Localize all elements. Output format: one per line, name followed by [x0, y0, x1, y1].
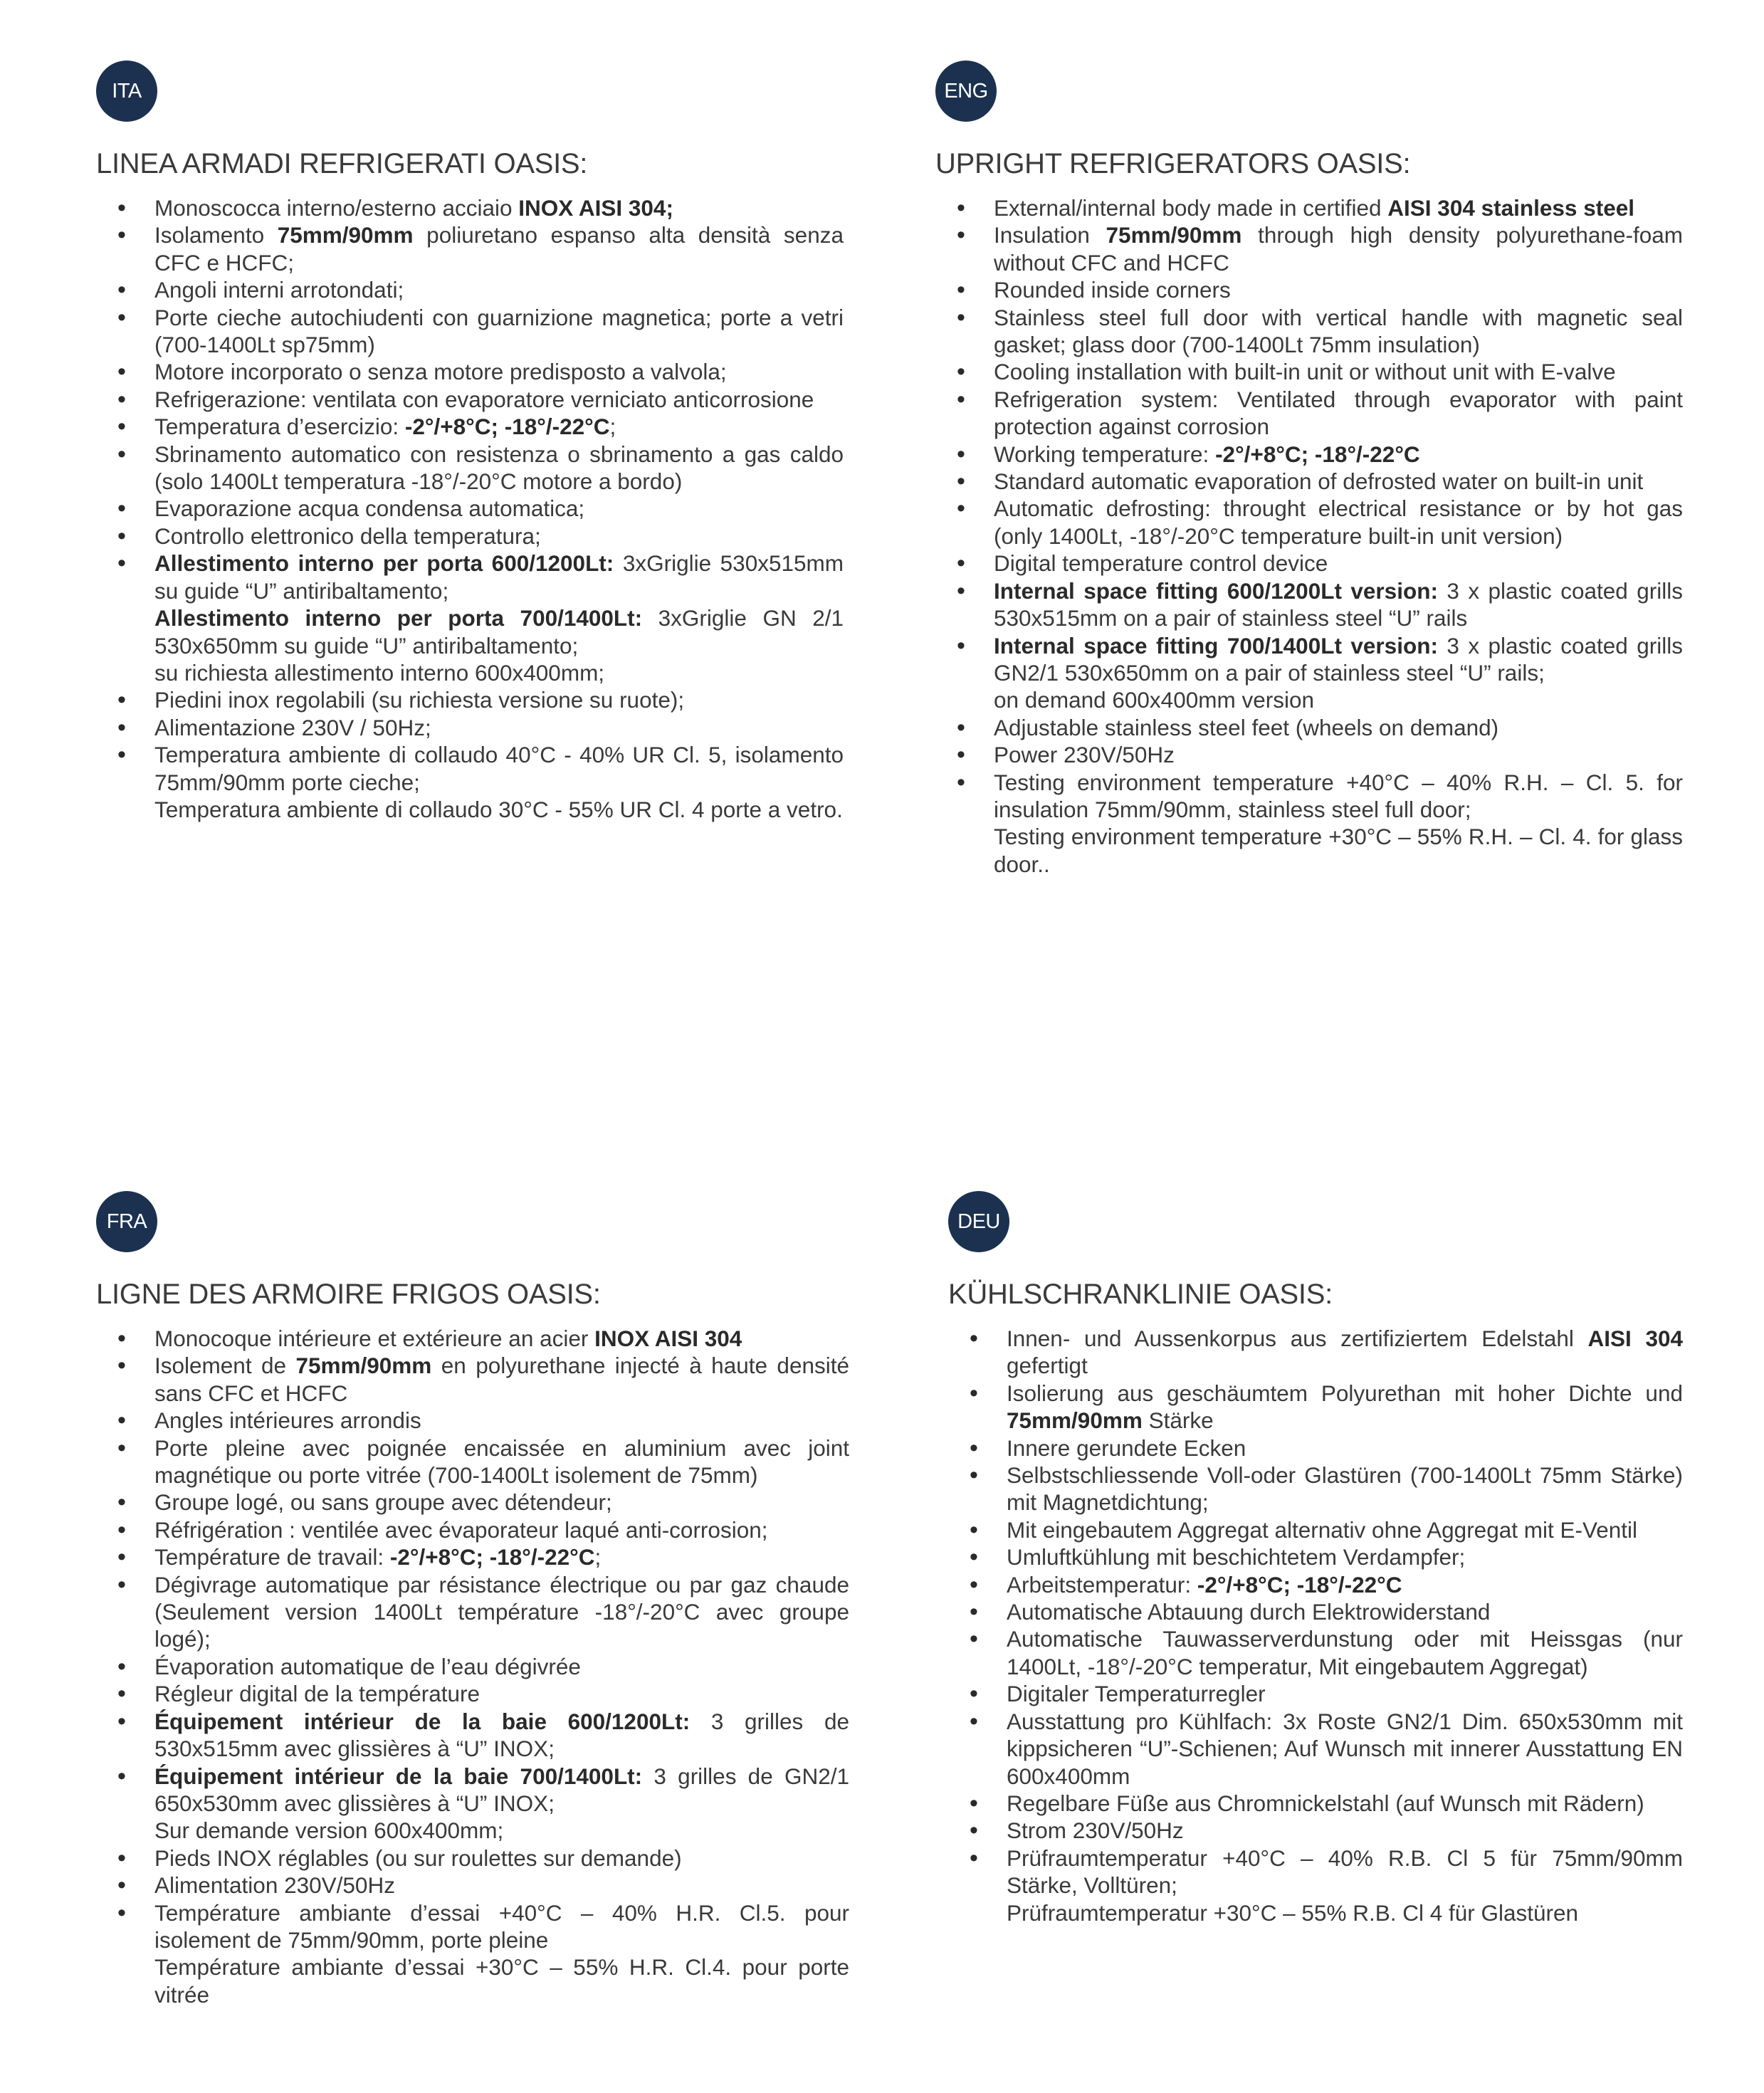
list-item: [935, 741, 1683, 768]
emphasis-text: Allestimento interno per porta 700/1400Lt:: [154, 605, 643, 631]
list-item-text: Testing environment temperature +30°C – 55% R.H. – Cl. 4. for glass door..: [994, 824, 1683, 877]
list-item-text: • Monocoque intérieure et extérieure an acier INOX AISI 304: [154, 1326, 742, 1351]
list-item: [96, 1325, 849, 1352]
list-item-text: • Adjustable stainless steel feet (wheels on demand): [994, 714, 1499, 740]
list-item: [96, 304, 844, 359]
list-item-text: • Automatische Tauwasserverdunstung oder mit Heissgas (nur 1400Lt, -18°/-20°C temperatur, Mit eingebautem Aggregat): [1007, 1626, 1683, 1679]
list-item-text: • Internal space fitting 700/1400Lt version: 3 x plastic coated grills GN2/1 530x650mm on a pair of stainless steel “U” rails;: [994, 632, 1683, 686]
feature-list-deu: [948, 1325, 1683, 1926]
list-item: [935, 495, 1683, 550]
list-item-text: • Automatic defrosting: throught electrical resistance or by hot gas (only 1400Lt, -18°/-20°C temperature built-in unit version): [994, 495, 1683, 549]
list-item-text: • Alimentation 230V/50Hz: [154, 1872, 395, 1899]
list-item-text: • Temperatura ambiente di collaudo 40°C - 40% UR Cl. 5, isolamento 75mm/90mm porte cieche;: [154, 742, 844, 795]
list-item-text: • Angles intérieures arrondis: [154, 1407, 421, 1434]
list-item-text: • Dégivrage automatique par résistance électrique ou par gaz chaude (Seulement version 1400Lt température -18°/-20°C avec groupe logé);: [154, 1571, 849, 1652]
list-item-text: • Isolierung aus geschäumtem Polyurethan mit hoher Dichte und 75mm/90mm Stärke: [1007, 1380, 1683, 1434]
emphasis-text: Internal space fitting 600/1200Lt version:: [994, 577, 1438, 604]
list-item: [96, 550, 844, 686]
list-item-text: • Power 230V/50Hz: [994, 742, 1175, 768]
list-item: [935, 769, 1683, 878]
emphasis-text: Équipement intérieur de la baie 700/1400Lt:: [154, 1763, 643, 1789]
list-item: [948, 1434, 1683, 1462]
list-item: [935, 577, 1683, 632]
emphasis-text: -2°/+8°C; -18°/-22°C: [1197, 1571, 1402, 1598]
list-item: [935, 441, 1683, 468]
list-item: [948, 1598, 1683, 1625]
list-item-text: • Sbrinamento automatico con resistenza o sbrinamento a gas caldo (solo 1400Lt temperatura -18°/-20°C motore a bordo): [154, 441, 844, 495]
list-item-text: • Internal space fitting 600/1200Lt version: 3 x plastic coated grills 530x515mm on a pair of stainless steel “U” rails: [994, 577, 1683, 631]
list-item-text: • Innere gerundete Ecken: [1007, 1434, 1246, 1461]
emphasis-text: 75mm/90mm: [295, 1353, 432, 1379]
list-item: [948, 1790, 1683, 1817]
list-item-text: • External/internal body made in certified AISI 304 stainless steel: [994, 195, 1634, 221]
list-item: [96, 495, 844, 522]
list-item-text: • Umluftkühlung mit beschichtetem Verdampfer;: [1007, 1544, 1466, 1570]
list-item-text: • Motore incorporato o senza motore predisposto a valvola;: [154, 359, 727, 385]
list-item: [935, 194, 1683, 221]
list-item: [935, 632, 1683, 714]
emphasis-text: INOX AISI 304: [594, 1326, 742, 1351]
list-item-text: • Température de travail: -2°/+8°C; -18°/-22°C;: [154, 1544, 602, 1570]
list-item-text: • Groupe logé, ou sans groupe avec détendeur;: [154, 1489, 612, 1516]
list-item-text: • Prüfraumtemperatur +40°C – 40% R.B. Cl 5 für 75mm/90mm Stärke, Volltüren;: [1007, 1845, 1683, 1899]
list-item-text: • Monoscocca interno/esterno acciaio INOX AISI 304;: [154, 195, 673, 221]
list-item-text: Allestimento interno per porta 700/1400Lt: 3xGriglie GN 2/1 530x650mm su guide “U” antiribaltamento;: [154, 605, 844, 659]
list-item: [96, 221, 844, 276]
list-item: [96, 358, 844, 385]
list-item: [96, 1653, 849, 1680]
list-item: [935, 468, 1683, 495]
list-item: [948, 1625, 1683, 1680]
list-item: [96, 1407, 849, 1434]
list-item-text: • Régleur digital de la température: [154, 1681, 481, 1707]
list-item-text: • Regelbare Füße aus Chromnickelstahl (auf Wunsch mit Rädern): [1007, 1790, 1644, 1816]
list-item: [96, 523, 844, 550]
list-item: [948, 1845, 1683, 1926]
list-item: [96, 1708, 849, 1763]
list-item-text: • Réfrigération : ventilée avec évaporateur laqué anti-corrosion;: [154, 1516, 768, 1543]
list-item-text: • Digital temperature control device: [994, 550, 1328, 577]
list-item-text: • Temperatura d’esercizio: -2°/+8°C; -18°/-22°C;: [154, 414, 616, 440]
list-item-text: • Ausstattung pro Kühlfach: 3x Roste GN2/1 Dim. 650x530mm mit kippsicheren “U”-Schienen; Auf Wunsch mit innerer Ausstattung EN 600x400mm: [1007, 1708, 1683, 1789]
list-item-text: • Controllo elettronico della temperatura;: [154, 523, 541, 549]
feature-list-fra: [96, 1325, 849, 2008]
list-item: [96, 1763, 849, 1845]
list-item-text: • Piedini inox regolabili (su richiesta versione su ruote);: [154, 687, 685, 713]
emphasis-text: -2°/+8°C; -18°/-22°C: [389, 1544, 595, 1570]
list-item: [935, 358, 1683, 385]
section-title-fra: LIGNE DES ARMOIRE FRIGOS OASIS:: [96, 1279, 601, 1310]
emphasis-text: AISI 304: [1587, 1326, 1683, 1351]
list-item: [96, 413, 844, 440]
list-item-text: • Cooling installation with built-in unit or without unit with E-valve: [994, 359, 1616, 385]
list-item-text: • Allestimento interno per porta 600/1200Lt: 3xGriglie 530x515mm su guide “U” antiribaltamento;: [154, 550, 844, 604]
emphasis-text: -2°/+8°C; -18°/-22°C: [1215, 441, 1420, 467]
emphasis-text: 75mm/90mm: [277, 222, 414, 248]
list-item: [96, 1845, 849, 1872]
list-item-text: • Alimentazione 230V / 50Hz;: [154, 714, 431, 740]
list-item-text: • Température ambiante d’essai +40°C – 40% H.R. Cl.5. pour isolement de 75mm/90mm, porte pleine: [154, 1899, 849, 1953]
list-item-text: • Working temperature: -2°/+8°C; -18°/-22°C: [994, 441, 1420, 467]
emphasis-text: 75mm/90mm: [1106, 222, 1242, 248]
section-title-eng: UPRIGHT REFRIGERATORS OASIS:: [935, 148, 1411, 179]
list-item: [96, 1899, 849, 2009]
list-item-text: • Evaporazione acqua condensa automatica;: [154, 495, 585, 522]
list-item-text: • Équipement intérieur de la baie 700/1400Lt: 3 grilles de GN2/1 650x530mm avec glissières à “U” INOX;: [154, 1763, 850, 1816]
emphasis-text: Équipement intérieur de la baie 600/1200Lt:: [154, 1708, 691, 1734]
list-item: [96, 1680, 849, 1707]
list-item-text: on demand 600x400mm version: [994, 687, 1315, 713]
emphasis-text: -2°/+8°C; -18°/-22°C: [404, 414, 610, 440]
list-item-text: • Rounded inside corners: [994, 277, 1231, 303]
list-item-text: • Innen- und Aussenkorpus aus zertifiziertem Edelstahl AISI 304 gefertigt: [1007, 1326, 1683, 1379]
list-item-text: Temperatura ambiente di collaudo 30°C - 55% UR Cl. 4 porte a vetro.: [154, 796, 843, 822]
list-item-text: • Strom 230V/50Hz: [1007, 1817, 1184, 1844]
list-item-text: • Angoli interni arrotondati;: [154, 277, 404, 303]
list-item-text: • Équipement intérieur de la baie 600/1200Lt: 3 grilles de 530x515mm avec glissières à “U” INOX;: [154, 1708, 849, 1762]
emphasis-text: Internal space fitting 700/1400Lt version:: [994, 632, 1438, 659]
emphasis-text: Allestimento interno per porta 600/1200Lt:: [154, 550, 614, 577]
language-badge-deu: DEU: [948, 1191, 1009, 1252]
list-item: [935, 714, 1683, 741]
list-item-text: • Pieds INOX réglables (ou sur roulettes sur demande): [154, 1845, 682, 1871]
list-item: [948, 1380, 1683, 1434]
list-item-text: • Stainless steel full door with vertical handle with magnetic seal gasket; glass door (700-1400Lt 75mm insulation): [994, 304, 1683, 358]
list-item: [96, 1489, 849, 1516]
list-item: [96, 1434, 849, 1489]
list-item-text: • Isolamento 75mm/90mm poliuretano espanso alta densità senza CFC e HCFC;: [154, 222, 844, 276]
list-item: [96, 714, 844, 741]
list-item: [948, 1680, 1683, 1707]
list-item-text: • Digitaler Temperaturregler: [1007, 1681, 1266, 1707]
section-title-deu: KÜHLSCHRANKLINIE OASIS:: [948, 1279, 1333, 1310]
list-item: [935, 386, 1683, 441]
list-item-text: • Isolement de 75mm/90mm en polyurethane injecté à haute densité sans CFC et HCFC: [154, 1353, 849, 1406]
list-item: [948, 1708, 1683, 1790]
emphasis-text: 75mm/90mm: [1007, 1407, 1143, 1434]
list-item: [935, 304, 1683, 359]
list-item: [96, 441, 844, 495]
list-item: [96, 276, 844, 303]
list-item-text: • Arbeitstemperatur: -2°/+8°C; -18°/-22°C: [1007, 1571, 1402, 1598]
list-item: [948, 1516, 1683, 1543]
list-item: [96, 1352, 849, 1407]
emphasis-text: AISI 304 stainless steel: [1387, 195, 1634, 221]
list-item-text: • Porte pleine avec poignée encaissée en aluminium avec joint magnétique ou porte vitrée (700-1400Lt isolement de 75mm): [154, 1434, 849, 1489]
list-item-text: • Mit eingebautem Aggregat alternativ ohne Aggregat mit E-Ventil: [1007, 1516, 1638, 1543]
list-item-text: Température ambiante d’essai +30°C – 55% H.R. Cl.4. pour porte vitrée: [154, 1954, 849, 2008]
list-item-text: • Refrigeration system: Ventilated through evaporator with paint protection against corrosion: [994, 386, 1683, 440]
list-item: [96, 741, 844, 823]
list-item-text: • Refrigerazione: ventilata con evaporatore verniciato anticorrosione: [154, 386, 814, 412]
list-item: [96, 1872, 849, 1899]
list-item-text: su richiesta allestimento interno 600x400mm;: [154, 659, 605, 686]
list-item: [96, 1543, 849, 1570]
list-item: [948, 1571, 1683, 1598]
language-badge-fra: FRA: [96, 1191, 157, 1252]
list-item: [948, 1817, 1683, 1844]
list-item-text: • Automatische Abtauung durch Elektrowiderstand: [1007, 1599, 1491, 1625]
list-item-text: • Évaporation automatique de l’eau dégivrée: [154, 1653, 581, 1679]
list-item-text: • Standard automatic evaporation of defrosted water on built-in unit: [994, 468, 1644, 495]
section-title-ita: LINEA ARMADI REFRIGERATI OASIS:: [96, 148, 588, 179]
list-item-text: Sur demande version 600x400mm;: [154, 1817, 504, 1844]
feature-list-ita: [96, 194, 844, 823]
list-item: [948, 1325, 1683, 1380]
list-item: [96, 1516, 849, 1543]
list-item-text: • Porte cieche autochiudenti con guarnizione magnetica; porte a vetri (700-1400Lt sp75mm): [154, 304, 844, 358]
list-item-text: Prüfraumtemperatur +30°C – 55% R.B. Cl 4 für Glastüren: [1007, 1899, 1579, 1926]
list-item-text: • Testing environment temperature +40°C – 40% R.H. – Cl. 5. for insulation 75mm/90mm, stainless steel full door;: [994, 769, 1683, 822]
list-item: [96, 1571, 849, 1653]
language-badge-ita: ITA: [96, 61, 157, 122]
list-item-text: • Selbstschliessende Voll-oder Glastüren (700-1400Lt 75mm Stärke) mit Magnetdichtung;: [1007, 1462, 1683, 1516]
list-item: [96, 386, 844, 413]
language-badge-eng: ENG: [935, 61, 997, 122]
list-item: [935, 221, 1683, 276]
list-item: [96, 194, 844, 221]
list-item: [96, 686, 844, 713]
emphasis-text: INOX AISI 304;: [518, 195, 673, 221]
feature-list-eng: [935, 194, 1683, 878]
list-item: [935, 550, 1683, 577]
list-item-text: • Insulation 75mm/90mm through high density polyurethane-foam without CFC and HCFC: [994, 222, 1683, 276]
list-item: [948, 1543, 1683, 1570]
list-item: [948, 1462, 1683, 1516]
list-item: [935, 276, 1683, 303]
